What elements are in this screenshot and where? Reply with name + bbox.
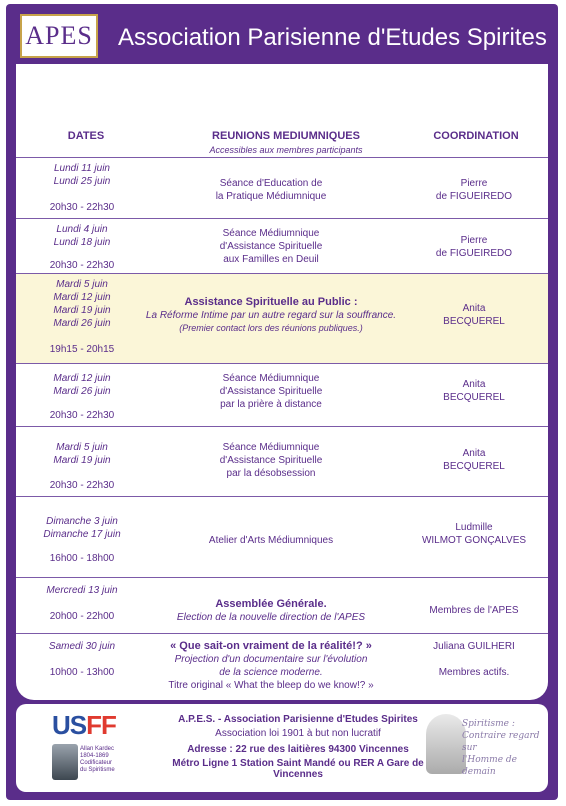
- header: [6, 4, 558, 68]
- row-dates: Mardi 5 juin Mardi 19 juin: [53, 442, 111, 466]
- row-dates: Dimanche 3 juin Dimanche 17 juin: [43, 516, 121, 540]
- table-row-highlighted: [16, 273, 548, 364]
- footer: [16, 704, 548, 792]
- row-time: 20h00 - 22h00: [49, 611, 115, 622]
- row-description: « Que sait-on vraiment de la réalité!? » Projection d'un documentaire sur l'évolution de la science moderne. Titre original « What the bleep do we know!? »: [168, 640, 374, 691]
- row-dates: Mardi 12 juin Mardi 26 juin: [53, 373, 111, 397]
- row-description: Assistance Spirituelle au Public : La Réforme Intime par un autre regard sur la souffrance. (Premier contact lors des réunions publiques.): [145, 296, 397, 333]
- col-reunions: REUNIONS MEDIUMNIQUES: [212, 130, 360, 142]
- row-time: 10h00 - 13h00: [49, 667, 115, 678]
- table-row: [16, 363, 548, 427]
- row-time: 16h00 - 18h00: [49, 553, 115, 564]
- row-time: 20h30 - 22h30: [49, 410, 115, 421]
- table-row: [16, 577, 548, 634]
- table-row: [16, 218, 548, 274]
- table-row: [16, 157, 548, 219]
- schedule-table: [16, 64, 548, 700]
- row-description: Atelier d'Arts Médiumniques: [208, 535, 334, 546]
- row-time: 20h30 - 22h30: [49, 480, 115, 491]
- row-coordinator: Ludmille WILMOT GONÇALVES: [421, 522, 527, 546]
- row-coordinator: Membres de l'APES: [429, 605, 519, 616]
- row-description: Séance Médiumnique d'Assistance Spirituelle par la prière à distance: [219, 373, 323, 410]
- row-dates: Samedi 30 juin: [48, 641, 116, 652]
- row-description: Séance d'Education de la Pratique Médiumnique: [215, 178, 327, 202]
- footer-line-2: Association loi 1901 à but non lucratif: [215, 728, 381, 739]
- row-coordinator: Juliana GUILHERI Membres actifs.: [433, 641, 515, 678]
- portrait-caption: Allan Kardec 1804-1869 Codificateur du Spiritisme: [80, 746, 115, 773]
- col-coordination: COORDINATION: [433, 130, 519, 142]
- footer-line-1: A.P.E.S. - Association Parisienne d'Etudes Spirites: [178, 714, 418, 725]
- apes-logo: APES: [20, 14, 98, 58]
- allan-kardec-portrait: [52, 744, 78, 780]
- usff-logo: USFF: [52, 710, 116, 740]
- row-description: Séance Médiumnique d'Assistance Spirituelle aux Familles en Deuil: [219, 228, 323, 265]
- spiritisme-signature: [426, 708, 544, 788]
- table-row: [16, 426, 548, 497]
- col-dates: DATES: [67, 130, 105, 142]
- row-dates: Lundi 11 juin Lundi 25 juin: [53, 163, 111, 187]
- signature-text: Spiritisme : Contraire regard sur l'Homme de demain: [462, 719, 540, 777]
- row-description: Séance Médiumnique d'Assistance Spirituelle par la désobsession: [219, 442, 323, 479]
- page-title: Association Parisienne d'Etudes Spirites: [110, 18, 558, 58]
- row-dates: Mercredi 13 juin: [46, 585, 118, 596]
- row-coordinator: Pierre de FIGUEIREDO: [435, 178, 513, 202]
- col-reunions-sub: Accessibles aux membres participants: [209, 145, 363, 155]
- row-coordinator: Anita BECQUEREL: [443, 303, 505, 327]
- row-coordinator: Anita BECQUEREL: [443, 448, 505, 472]
- table-row: [16, 633, 548, 696]
- row-dates: Lundi 4 juin Lundi 18 juin: [53, 224, 111, 248]
- row-time: 20h30 - 22h30: [49, 260, 115, 271]
- row-dates: Mardi 5 juin Mardi 12 juin Mardi 19 juin Mardi 26 juin: [53, 279, 111, 329]
- row-coordinator: Pierre de FIGUEIREDO: [435, 235, 513, 259]
- footer-address: Adresse : 22 rue des laitières 94300 Vincennes: [187, 744, 409, 755]
- row-coordinator: Anita BECQUEREL: [443, 379, 505, 403]
- row-time: 20h30 - 22h30: [49, 202, 115, 213]
- bust-image: [426, 714, 466, 774]
- footer-transport: Métro Ligne 1 Station Saint Mandé ou RER A Gare de Vincennes: [172, 758, 424, 780]
- row-time: 19h15 - 20h15: [49, 344, 115, 355]
- table-row: [16, 496, 548, 578]
- row-description: Assemblée Générale. Election de la nouvelle direction de l'APES: [176, 598, 366, 623]
